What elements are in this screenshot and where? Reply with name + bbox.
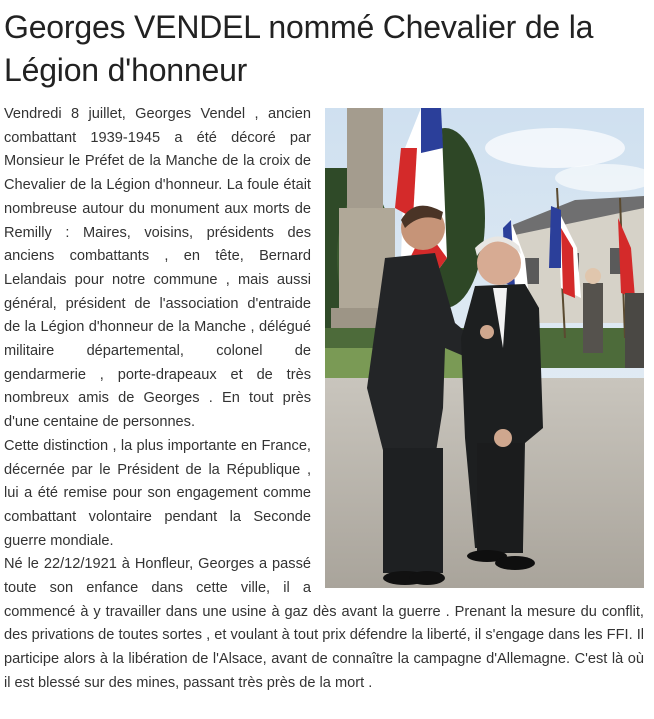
paragraph-1: Vendredi 8 juillet, Georges Vendel , ancien combattant 1939-1945 a été décoré par Monsieur le Préfet de la Manche de la croix de Chevalier de la Légion d'honneur. La foule était nombreuse autour du monument aux morts de Remilly : Maires, voisins, présidents des anciens combattants , en tête, Bernard Lelandais pour notre commune , mais aussi général, président de l'association d'entraide de la Légion d'honneur de la Manche , délégué militaire départemental, colonel de gendarmerie , porte-drapeaux et de très nombreux amis de Georges . En tout près d'une centaine de personnes. <box>4 106 311 431</box>
paragraph-2: Cette distinction , la plus importante en France, décernée par le Président de la République , lui a été remise pour son engagement comme combattant volontaire pendant la Seconde guerre mondiale. <box>4 437 311 549</box>
ceremony-photo[interactable] <box>325 108 644 588</box>
paragraph-3: Né le 22/12/1921 à Honfleur, Georges a passé toute son enfance dans cette ville, il a commencé à y travailler dans une usine à gaz dès avant la guerre . Prenant la mesure du conflit, des privations de toutes sortes , et voulant à tout prix défendre la liberté, il s'engage dans les FFI. Il participe alors à la libération de l'Alsace, avant de connaître la campagne d'Allemagne. C'est là où il est blessé sur des mines, passant très près de la mort . <box>4 556 644 691</box>
article-body <box>4 103 644 696</box>
article-title: Georges VENDEL nommé Chevalier de la Légion d'honneur <box>4 9 594 88</box>
ceremony-photo-icon <box>325 108 644 588</box>
